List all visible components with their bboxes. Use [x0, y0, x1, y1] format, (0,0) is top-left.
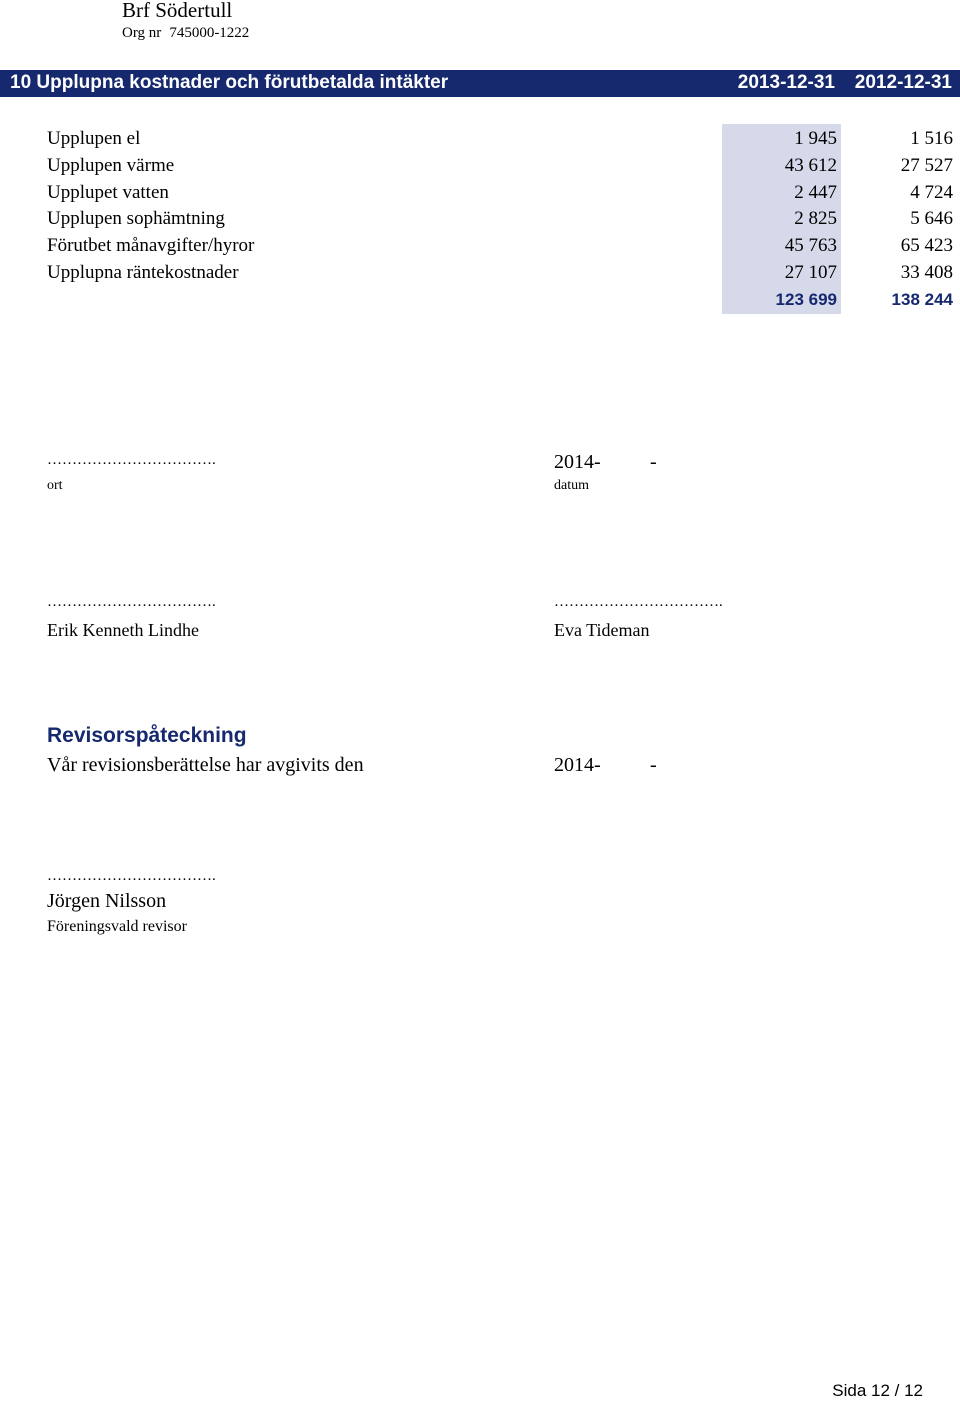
column-header-2013: 2013-12-31 [737, 72, 835, 93]
row-label: Upplupen värme [47, 155, 175, 176]
column-header-2012: 2012-12-31 [854, 72, 952, 93]
org-nr-label: Org nr [122, 25, 162, 41]
table-row [0, 153, 960, 180]
signatory-name-left: Erik Kenneth Lindhe [47, 620, 199, 640]
row-label: Förutbet månavgifter/hyror [47, 235, 255, 256]
total-2013: 123 699 [775, 290, 837, 309]
section-title: 10 Upplupna kostnader och förutbetalda intäkter [10, 72, 449, 93]
row-label: Upplupen el [47, 128, 141, 149]
signatory-name-right: Eva Tideman [554, 620, 650, 640]
ort-label: ort [47, 478, 63, 493]
organization-name: Brf Södertull [122, 0, 233, 22]
row-value-2012: 33 408 [900, 262, 953, 283]
page-number: Sida 12 / 12 [832, 1381, 923, 1400]
signing-date: 2014- [554, 451, 601, 473]
table-row [0, 233, 960, 260]
place-signature-line: ……………………………. [47, 452, 216, 468]
auditor-date: 2014- [554, 754, 601, 776]
row-value-2013: 2 825 [794, 208, 837, 229]
row-value-2012: 5 646 [910, 208, 953, 229]
row-value-2013: 43 612 [784, 155, 837, 176]
datum-label: datum [554, 478, 589, 493]
row-value-2012: 27 527 [900, 155, 953, 176]
row-label: Upplupet vatten [47, 182, 169, 203]
row-label: Upplupna räntekostnader [47, 262, 239, 283]
row-value-2013: 2 447 [794, 182, 837, 203]
row-value-2012: 65 423 [900, 235, 953, 256]
organization-number [122, 25, 249, 42]
auditor-heading: Revisorspåteckning [47, 724, 247, 747]
signing-date-dash: - [650, 451, 657, 473]
section-header-bar [0, 70, 960, 97]
total-2012: 138 244 [891, 290, 953, 309]
auditor-role: Föreningsvald revisor [47, 918, 187, 935]
auditor-statement: Vår revisionsberättelse har avgivits den [47, 754, 364, 776]
table-row [0, 206, 960, 233]
totals-row [0, 287, 960, 314]
table-row [0, 180, 960, 207]
row-label: Upplupen sophämtning [47, 208, 225, 229]
row-value-2013: 45 763 [784, 235, 837, 256]
signature-line-right: ……………………………. [554, 594, 723, 610]
auditor-name: Jörgen Nilsson [47, 890, 167, 912]
table-row [0, 260, 960, 287]
row-value-2013: 27 107 [784, 262, 837, 283]
row-value-2012: 1 516 [910, 128, 953, 149]
row-value-2013: 1 945 [794, 128, 837, 149]
table-row [0, 126, 960, 153]
auditor-date-dash: - [650, 754, 657, 776]
row-value-2012: 4 724 [910, 182, 953, 203]
signature-line-left: ……………………………. [47, 594, 216, 610]
auditor-signature-line: ……………………………. [47, 868, 216, 884]
org-nr-value: 745000-1222 [169, 25, 250, 41]
